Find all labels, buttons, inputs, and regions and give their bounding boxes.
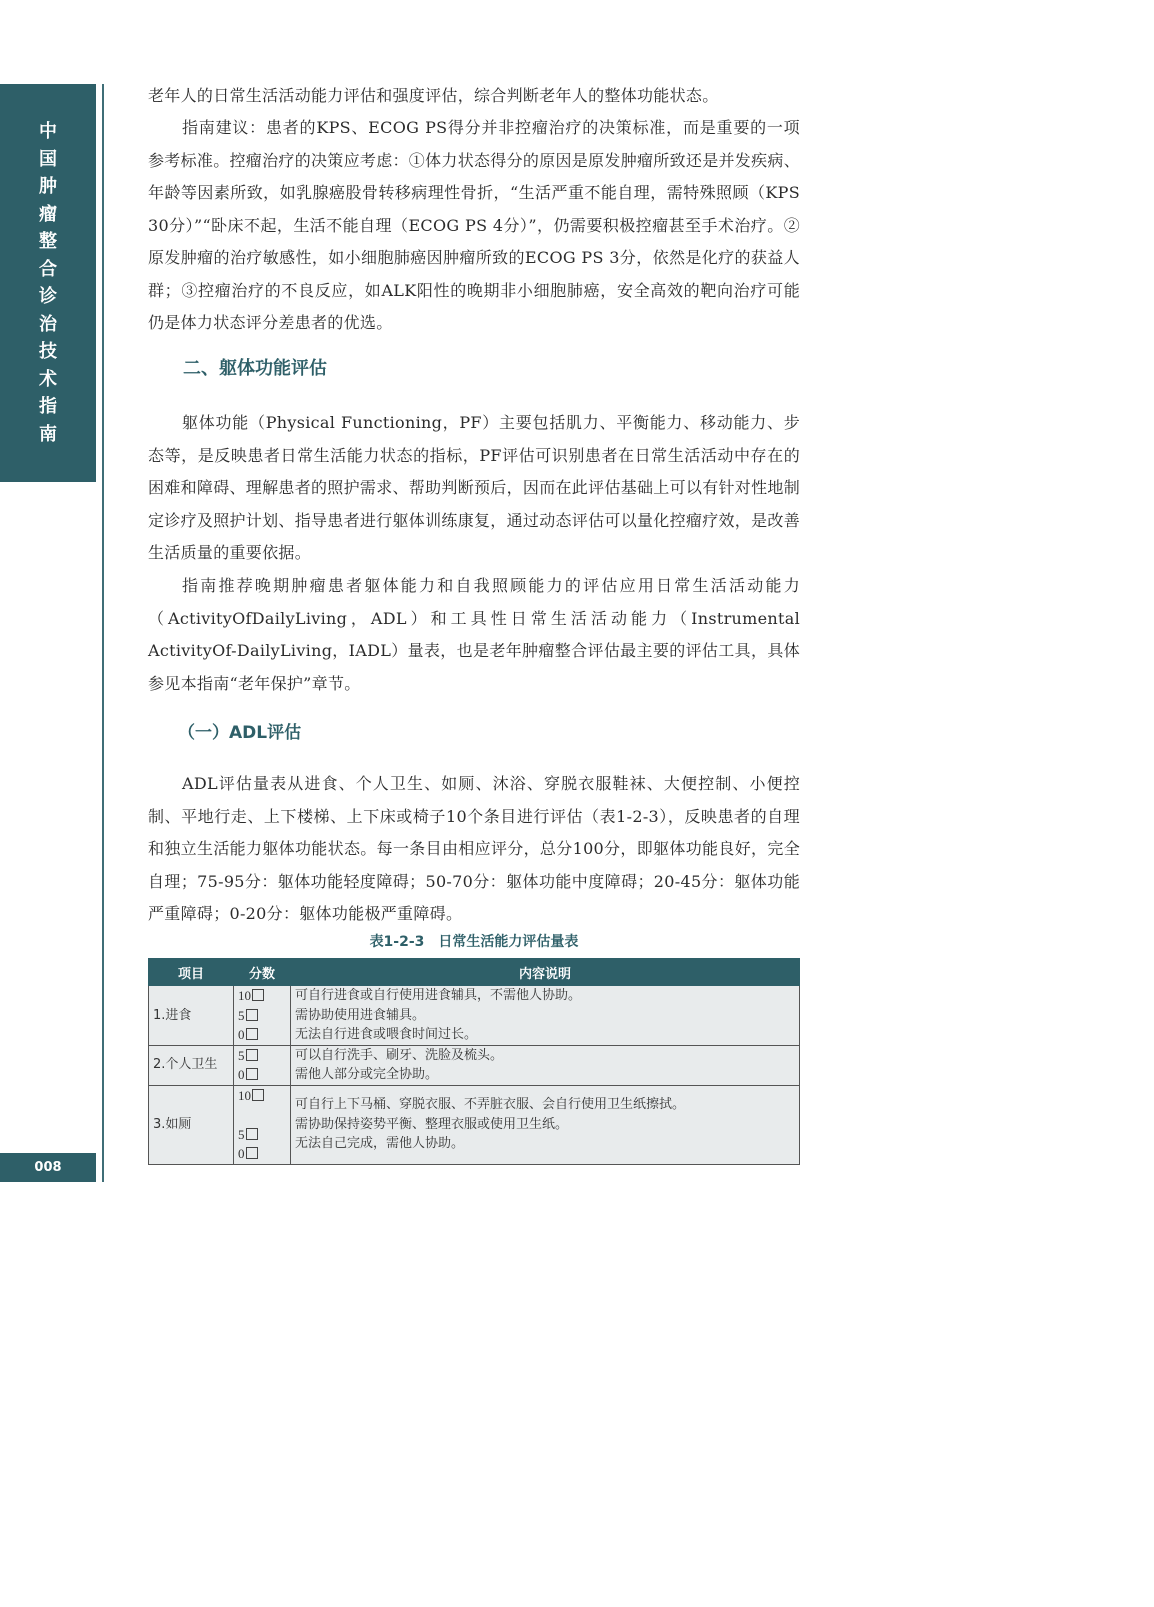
row-scores [234, 1085, 291, 1164]
checkbox-icon [246, 1049, 258, 1061]
sidebar-char: 中 [39, 121, 57, 142]
paragraph-guideline: 指南建议：患者的KPS、ECOG PS得分并非控瘤治疗的决策标准，而是重要的一项参考标准。控瘤治疗的决策应考虑：①体力状态得分的原因是原发肿瘤所致还是并发疾病、年龄等因素所致，如乳腺癌股骨转移病理性骨折，“生活严重不能自理，需特殊照顾（KPS 30分）”“卧床不起，生活不能自理（ECOG PS 4分）”，仍需要积极控瘤甚至手术治疗。②原发肿瘤的治疗敏感性，如小细胞肺癌因肿瘤所致的ECOG PS 3分，依然是化疗的获益人群；③控瘤治疗的不良反应，如ALK阳性的晚期非小细胞肺癌，安全高效的靶向治疗可能仍是体力状态评分差患者的优选。 [148, 118, 801, 332]
row-scores [234, 1045, 291, 1085]
table-row [149, 1085, 800, 1164]
description-line: 需协助使用进食辅具。 [295, 1007, 426, 1023]
description-line: 无法自己完成，需他人协助。 [295, 1136, 465, 1152]
checkbox-icon [246, 1028, 258, 1040]
sidebar-char: 指 [39, 396, 57, 417]
margin-rule [102, 84, 104, 1182]
sidebar-char: 肿 [39, 176, 57, 197]
row-description [291, 1045, 800, 1085]
checkbox-icon [246, 1147, 258, 1159]
section-heading: 二、躯体功能评估 [183, 358, 327, 379]
adl-table [148, 958, 800, 1165]
score-option: 0 [238, 1144, 286, 1164]
checkbox-icon [246, 1009, 258, 1021]
sidebar-char: 瘤 [39, 203, 57, 225]
score-option: 10 [238, 986, 286, 1006]
sidebar-char: 技 [39, 341, 57, 362]
score-option: 0 [238, 1025, 286, 1045]
header-description: 内容说明 [291, 959, 800, 986]
checkbox-icon [252, 1089, 264, 1101]
sidebar-char: 南 [39, 423, 57, 445]
sidebar-char: 诊 [39, 286, 57, 307]
subsection-heading: （一）ADL评估 [178, 723, 302, 743]
sidebar-char: 整 [39, 231, 57, 252]
table-row [149, 1045, 800, 1085]
row-scores [234, 986, 291, 1046]
score-option: 5 [238, 1006, 286, 1026]
score-option: 0 [238, 1065, 286, 1085]
description-line: 可以自行洗手、刷牙、洗脸及梳头。 [295, 1047, 504, 1063]
checkbox-icon [252, 989, 264, 1001]
sidebar-char: 合 [39, 258, 57, 280]
row-item: 3.如厕 [149, 1085, 234, 1164]
table-caption: 表1-2-3 日常生活能力评估量表 [369, 934, 579, 950]
description-line: 可自行进食或自行使用进食辅具，不需他人协助。 [295, 988, 582, 1003]
score-option: 5 [238, 1046, 286, 1066]
sidebar-title [0, 84, 96, 482]
paragraph-pf: 躯体功能（Physical Functioning，PF）主要包括肌力、平衡能力、移动能力、步态等，是反映患者日常生活能力状态的指标，PF评估可识别患者在日常生活活动中存在的困难和障碍、理解患者的照护需求、帮助判断预后，因而在此评估基础上可以有针对性地制定诊疗及照护计划、指导患者进行躯体训练康复，通过动态评估可以量化控瘤疗效，是改善生活质量的重要依据。 [148, 413, 801, 562]
sidebar-char: 术 [39, 368, 57, 390]
sidebar-char: 国 [39, 148, 57, 170]
row-description [291, 986, 800, 1046]
score-option: 10 [238, 1086, 286, 1106]
description-line: 可自行上下马桶、穿脱衣服、不弄脏衣服、会自行使用卫生纸擦拭。 [295, 1097, 686, 1113]
table-header-row [149, 959, 800, 986]
description-line: 无法自行进食或喂食时间过长。 [295, 1027, 478, 1042]
row-description [291, 1085, 800, 1164]
row-item: 2.个人卫生 [149, 1045, 234, 1085]
paragraph-adl-scale: ADL评估量表从进食、个人卫生、如厕、沐浴、穿脱衣服鞋袜、大便控制、小便控制、平地行走、上下楼梯、上下床或椅子10个条目进行评估（表1-2-3），反映患者的自理和独立生活能力躯体功能状态。每一条目由相应评分，总分100分，即躯体功能良好，完全自理；75-95分：躯体功能轻度障碍；50-70分：躯体功能中度障碍；20-45分：躯体功能严重障碍；0-20分：躯体功能极严重障碍。 [148, 774, 800, 923]
table-row [149, 986, 800, 1046]
sidebar-char: 治 [39, 313, 57, 335]
paragraph-adl-recommend: 指南推荐晚期肿瘤患者躯体能力和自我照顾能力的评估应用日常生活活动能力（ActivityOfDailyLiving，ADL）和工具性日常生活活动能力（Instrumental ActivityOf-DailyLiving，IADL）量表，也是老年肿瘤整合评估最主要的评估工具，具体参见本指南“老年保护”章节。 [148, 576, 800, 693]
checkbox-icon [246, 1128, 258, 1140]
checkbox-icon [246, 1068, 258, 1080]
row-item: 1.进食 [149, 986, 234, 1046]
description-line: 需他人部分或完全协助。 [295, 1067, 439, 1082]
header-item: 项目 [149, 959, 234, 986]
paragraph-1: 老年人的日常生活活动能力评估和强度评估，综合判断老年人的整体功能状态。 [148, 86, 719, 105]
header-score: 分数 [234, 959, 291, 986]
description-line: 需协助保持姿势平衡、整理衣服或使用卫生纸。 [295, 1116, 569, 1132]
page-number: 008 [0, 1153, 96, 1182]
score-option: 5 [238, 1125, 286, 1145]
